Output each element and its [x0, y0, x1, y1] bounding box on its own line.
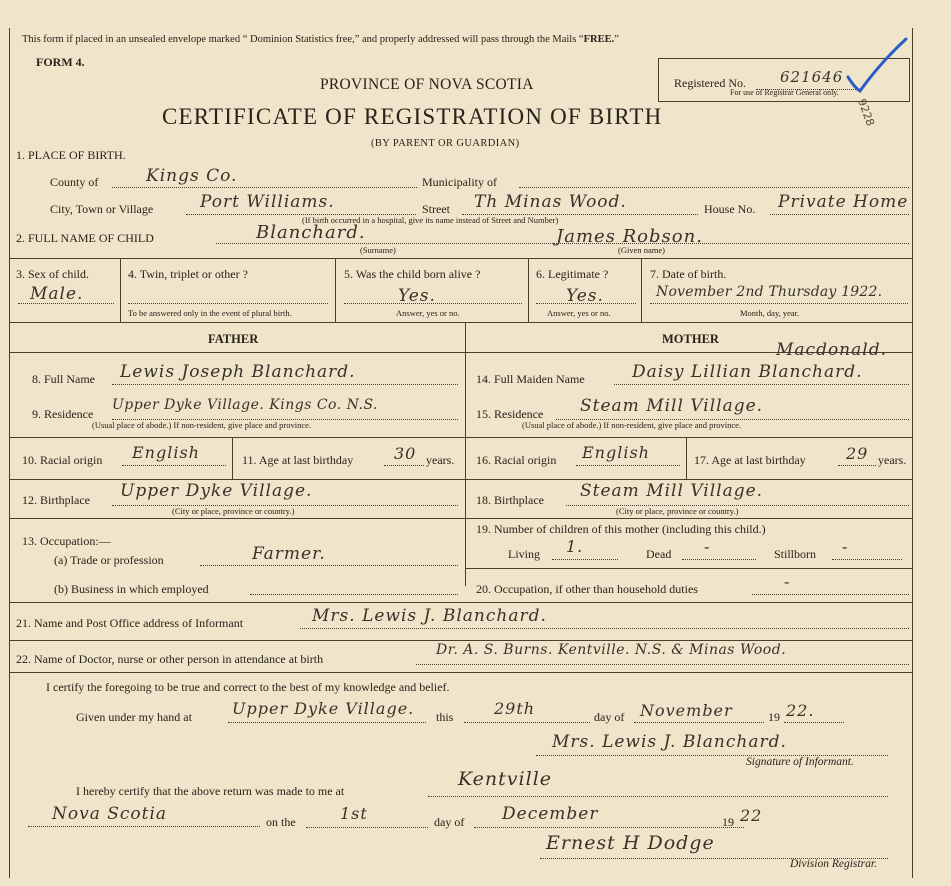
divider	[465, 322, 466, 586]
mother-residence-note: (Usual place of abode.) If non-resident, give place and province.	[522, 420, 742, 430]
registrar-year-prefix: 19	[722, 815, 734, 829]
mother-racial-label: 16. Racial origin	[476, 453, 557, 467]
informant-line	[300, 628, 909, 629]
surname-caption: (Surname)	[360, 245, 396, 255]
mother-racial-value: English	[582, 443, 650, 462]
trade-line	[200, 565, 458, 566]
certificate-subtitle: (BY PARENT OR GUARDIAN)	[371, 138, 520, 149]
mother-maiden-correction: Macdonald.	[776, 340, 887, 360]
living-label: Living	[508, 547, 540, 561]
child-given-value: James Robson.	[556, 226, 703, 247]
twin-note: To be answered only in the event of plural birth.	[128, 308, 292, 318]
divider	[686, 437, 687, 479]
city-label: City, Town or Village	[50, 202, 154, 216]
sex-label: 3. Sex of child.	[16, 267, 89, 281]
divider	[9, 518, 912, 519]
registrar-onthe-label: on the	[266, 815, 296, 829]
child-name-label: 2. FULL NAME OF CHILD	[16, 231, 154, 245]
divider	[465, 568, 912, 569]
mother-heading: MOTHER	[662, 332, 719, 346]
mother-age-line	[838, 465, 876, 466]
house-value: Private Home	[778, 192, 909, 212]
legitimate-note: Answer, yes or no.	[547, 308, 611, 318]
dead-line	[682, 559, 756, 560]
mother-occupation-label: 20. Occupation, if other than household duties	[476, 582, 698, 596]
check-mark-icon	[840, 35, 910, 95]
business-label: (b) Business in which employed	[54, 582, 209, 596]
given-month-value: November	[640, 701, 733, 720]
divider	[232, 437, 233, 479]
legitimate-label: 6. Legitimate ?	[536, 267, 609, 281]
given-year-value: 22.	[786, 701, 815, 720]
divider	[9, 640, 912, 641]
father-racial-label: 10. Racial origin	[22, 453, 103, 467]
registrar-day-value: 1st	[340, 804, 368, 823]
birthdate-note: Month, day, year.	[740, 308, 800, 318]
form-number: FORM 4.	[36, 55, 85, 69]
father-age-unit: years.	[426, 453, 455, 467]
alive-note: Answer, yes or no.	[396, 308, 460, 318]
alive-value: Yes.	[398, 286, 436, 306]
registered-number: 621646	[780, 68, 844, 86]
margin-number: 9228	[855, 97, 877, 128]
informant-label: 21. Name and Post Office address of Informant	[16, 616, 244, 630]
province-heading: PROVINCE OF NOVA SCOTIA	[320, 76, 534, 93]
house-line	[770, 214, 909, 215]
divider	[528, 258, 529, 322]
left-border	[9, 28, 10, 878]
divider	[9, 437, 912, 438]
street-value: Th Minas Wood.	[474, 192, 627, 212]
child-surname-value: Blanchard.	[256, 222, 366, 243]
divider	[641, 258, 642, 322]
father-heading: FATHER	[208, 332, 259, 346]
father-racial-value: English	[132, 443, 200, 462]
father-name-label: 8. Full Name	[32, 372, 95, 386]
doctor-label: 22. Name of Doctor, nurse or other person in attendance at birth	[16, 652, 324, 666]
registrar-month-line	[474, 827, 744, 828]
mother-age-unit: years.	[878, 453, 907, 467]
mail-notice: This form if placed in an unsealed envelope marked “ Dominion Statistics free,” and properly addressed will pass through the Mails “FREE.”	[22, 34, 619, 45]
street-label: Street	[422, 202, 450, 216]
city-value: Port Williams.	[200, 192, 335, 212]
given-caption: (Given name)	[618, 245, 665, 255]
divider	[9, 322, 912, 323]
given-day-line	[464, 722, 590, 723]
registrar-caption: Division Registrar.	[790, 858, 877, 870]
business-line	[250, 594, 458, 595]
father-name-value: Lewis Joseph Blanchard.	[120, 362, 356, 382]
mother-maiden-value: Daisy Lillian Blanchard.	[632, 362, 863, 382]
right-border	[912, 28, 913, 878]
county-line	[112, 187, 417, 188]
registrar-province-value: Nova Scotia	[52, 804, 168, 824]
father-birthplace-note: (City or place, province or country.)	[172, 506, 295, 516]
mother-birthplace-label: 18. Birthplace	[476, 493, 544, 507]
twin-line	[128, 303, 328, 304]
divider	[335, 258, 336, 322]
sex-value: Male.	[30, 284, 84, 304]
registrar-year-value: 22	[740, 806, 763, 825]
dead-value: -	[704, 537, 711, 556]
birthdate-line	[650, 303, 908, 304]
mother-racial-line	[576, 465, 680, 466]
stillborn-value: -	[842, 537, 849, 556]
father-name-line	[112, 384, 458, 385]
father-age-value: 30	[394, 444, 417, 463]
mother-age-value: 29	[846, 444, 869, 463]
dead-label: Dead	[646, 547, 672, 561]
trade-label: (a) Trade or profession	[54, 553, 164, 567]
registrar-signature: Ernest H Dodge	[546, 832, 715, 854]
given-place-value: Upper Dyke Village.	[232, 699, 415, 718]
registered-note: For use of Registrar General only.	[730, 88, 839, 97]
twin-label: 4. Twin, triplet or other ?	[128, 267, 248, 281]
stillborn-line	[832, 559, 902, 560]
registrar-place-value: Kentville	[458, 768, 553, 790]
father-age-label: 11. Age at last birthday	[242, 453, 354, 467]
mother-maiden-line	[614, 384, 909, 385]
mother-birthplace-note: (City or place, province or country.)	[616, 506, 739, 516]
mother-occupation-value: -	[784, 572, 791, 591]
given-dayof-label: day of	[594, 710, 625, 724]
mother-maiden-label: 14. Full Maiden Name	[476, 372, 585, 386]
divider	[120, 258, 121, 322]
place-section-label: 1. PLACE OF BIRTH.	[16, 148, 126, 162]
stillborn-label: Stillborn	[774, 547, 817, 561]
father-birthplace-label: 12. Birthplace	[22, 493, 90, 507]
registrar-statement: I hereby certify that the above return was made to me at	[76, 784, 345, 798]
father-birthplace-value: Upper Dyke Village.	[120, 481, 313, 501]
informant-signature-caption: Signature of Informant.	[746, 756, 854, 768]
divider	[9, 672, 912, 673]
given-year-prefix: 19	[768, 710, 780, 724]
father-residence-value: Upper Dyke Village. Kings Co. N.S.	[112, 397, 378, 413]
alive-label: 5. Was the child born alive ?	[344, 267, 481, 281]
divider	[9, 602, 912, 603]
divider	[9, 258, 912, 259]
given-this-label: this	[436, 710, 454, 724]
father-occupation-label: 13. Occupation:—	[22, 534, 111, 548]
mother-occupation-line	[752, 594, 909, 595]
registrar-dayof-label: day of	[434, 815, 465, 829]
doctor-line	[416, 664, 909, 665]
registrar-place-line	[428, 796, 888, 797]
municipality-line	[519, 187, 909, 188]
county-value: Kings Co.	[146, 166, 238, 186]
children-label: 19. Number of children of this mother (including this child.)	[476, 522, 766, 536]
mother-birthplace-value: Steam Mill Village.	[580, 481, 764, 501]
birthdate-value: November 2nd Thursday 1922.	[656, 284, 883, 300]
house-label: House No.	[704, 202, 756, 216]
father-residence-note: (Usual place of abode.) If non-resident, give place and province.	[92, 420, 312, 430]
county-label: County of	[50, 175, 99, 189]
given-month-line	[634, 722, 764, 723]
doctor-value: Dr. A. S. Burns. Kentville. N.S. & Minas Wood.	[436, 642, 787, 658]
mother-residence-value: Steam Mill Village.	[580, 396, 764, 416]
registered-label: Registered No.	[674, 76, 746, 90]
informant-signature: Mrs. Lewis J. Blanchard.	[552, 732, 787, 752]
legitimate-value: Yes.	[566, 286, 604, 306]
certify-statement: I certify the foregoing to be true and correct to the best of my knowledge and belief.	[46, 680, 450, 694]
registrar-month-value: December	[502, 804, 599, 824]
trade-value: Farmer.	[252, 544, 326, 564]
certificate-title: CERTIFICATE OF REGISTRATION OF BIRTH	[162, 104, 663, 129]
living-line	[552, 559, 618, 560]
living-value: 1.	[566, 537, 584, 556]
registrar-province-line	[28, 826, 260, 827]
divider	[9, 479, 912, 480]
informant-value: Mrs. Lewis J. Blanchard.	[312, 606, 547, 626]
father-racial-line	[122, 465, 226, 466]
given-label: Given under my hand at	[76, 710, 192, 724]
given-place-line	[228, 722, 426, 723]
father-residence-label: 9. Residence	[32, 407, 94, 421]
given-day-value: 29th	[494, 699, 536, 718]
mother-age-label: 17. Age at last birthday	[694, 453, 806, 467]
registrar-day-line	[306, 827, 428, 828]
birthdate-label: 7. Date of birth.	[650, 267, 727, 281]
given-year-line	[784, 722, 844, 723]
hospital-note: (If birth occurred in a hospital, give its name instead of Street and Number)	[302, 215, 559, 225]
mother-residence-label: 15. Residence	[476, 407, 544, 421]
municipality-label: Municipality of	[422, 175, 497, 189]
father-age-line	[384, 465, 424, 466]
